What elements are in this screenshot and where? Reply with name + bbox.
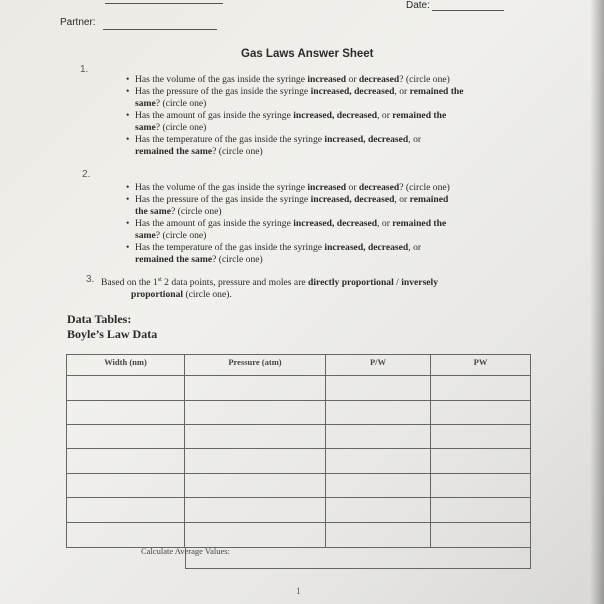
column-header-pw: PW: [431, 355, 531, 376]
data-tables-heading: Data Tables: Boyle’s Law Data: [67, 312, 158, 341]
name-field-line: [105, 3, 223, 4]
table-cell[interactable]: [431, 400, 531, 424]
table-cell[interactable]: [185, 400, 326, 424]
table-row: [67, 498, 531, 522]
table-row: [67, 376, 531, 400]
column-header-p-over-w: P/W: [326, 355, 431, 376]
date-label: Date:: [406, 0, 430, 11]
table-cell[interactable]: [67, 400, 185, 424]
column-header-pressure: Pressure (atm): [185, 355, 326, 376]
average-values-label: Calculate Average Values:: [141, 546, 230, 556]
boyles-law-data-table: [66, 354, 531, 548]
table-cell[interactable]: [185, 449, 326, 473]
question-1-block: • Has the volume of the gas inside the syringe increased or decreased? (circle one) • Has the pressure of the gas inside the syringe increased, decreased, or remained the same? (circle one) • Has the amount of gas inside the syringe increased, decreased, or remained the same? (circle one) • Has the temperature of the gas inside the syringe increased, decreased, or remained the same? (circle one): [126, 74, 464, 157]
table-cell[interactable]: [326, 498, 431, 522]
table-cell[interactable]: [431, 522, 531, 547]
question-3-block: Based on the 1st 2 data points, pressure and moles are directly proportional / inversely proportional (circle one).: [101, 277, 439, 301]
table-cell[interactable]: [326, 473, 431, 497]
table-cell[interactable]: [67, 376, 185, 400]
column-header-width: Width (nm): [67, 355, 185, 376]
table-cell[interactable]: [431, 376, 531, 400]
partner-label: Partner:: [60, 17, 96, 28]
table-cell[interactable]: [431, 425, 531, 449]
page-number: 1: [296, 586, 301, 596]
table-cell[interactable]: [431, 473, 531, 497]
table-cell[interactable]: [326, 425, 431, 449]
table-cell[interactable]: [67, 473, 185, 497]
date-field-line: [432, 10, 504, 11]
question-2-number: 2.: [82, 169, 91, 180]
page-title: Gas Laws Answer Sheet: [241, 48, 374, 60]
table-cell[interactable]: [185, 376, 326, 400]
question-2-block: • Has the volume of the gas inside the syringe increased or decreased? (circle one) • Has the pressure of the gas inside the syringe increased, decreased, or remained the same? (circle one) • Has the amount of gas inside the syringe increased, decreased, or remained the same? (circle one) • Has the temperature of the gas inside the syringe increased, decreased, or remained the same? (circle one): [126, 182, 450, 265]
table-cell[interactable]: [67, 522, 185, 547]
screen-edge-shadow: [590, 0, 604, 604]
table-row: [67, 425, 531, 449]
question-3-number: 3.: [86, 274, 95, 285]
table-header-row: [67, 355, 531, 376]
table-row: [67, 473, 531, 497]
table-cell[interactable]: [185, 425, 326, 449]
table-row: [67, 449, 531, 473]
table-cell[interactable]: [185, 522, 326, 547]
table-row: [67, 522, 531, 547]
table-row: [67, 400, 531, 424]
table-cell[interactable]: [326, 400, 431, 424]
table-cell[interactable]: [67, 425, 185, 449]
table-cell[interactable]: [431, 498, 531, 522]
partner-field-line: [103, 29, 217, 30]
table-cell[interactable]: [67, 449, 185, 473]
table-cell[interactable]: [185, 473, 326, 497]
table-cell[interactable]: [67, 498, 185, 522]
table-cell[interactable]: [326, 522, 431, 547]
average-values-row[interactable]: [185, 547, 531, 569]
question-1-number: 1.: [80, 64, 89, 75]
table-cell[interactable]: [431, 449, 531, 473]
table-cell[interactable]: [326, 376, 431, 400]
table-cell[interactable]: [185, 498, 326, 522]
table-cell[interactable]: [326, 449, 431, 473]
